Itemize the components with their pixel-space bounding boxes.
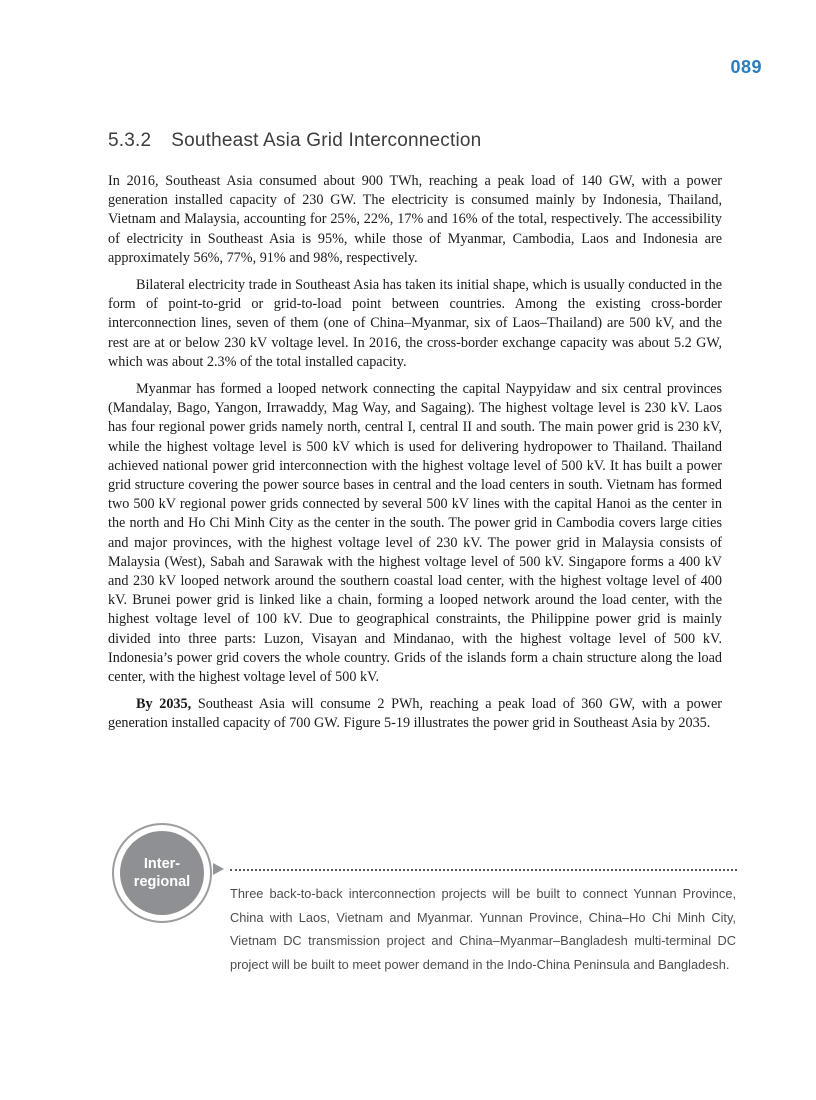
interregional-badge-circle: [120, 831, 204, 915]
paragraph-consumption-2016: In 2016, Southeast Asia consumed about 900 TWh, reaching a peak load of 140 GW, with a power generation installed capacity of 230 GW. The electricity is consumed mainly by Indonesia, Thailand, Vietnam and Malaysia, accounting for 25%, 22%, 17% and 16% of the total, respectively. The accessibility of electricity in Southeast Asia is 95%, while those of Myanmar, Cambodia, Laos and Indonesia are approximately 56%, 77%, 91% and 98%, respectively.: [108, 173, 722, 266]
arrow-right-icon: [213, 863, 224, 875]
paragraph-by-2035-rest: Southeast Asia will consume 2 PWh, reaching a peak load of 360 GW, with a power generation installed capacity of 700 GW. Figure 5-19 illustrates the power grid in Southeast Asia by 2035.: [108, 696, 722, 732]
callout-text: Three back-to-back interconnection projects will be built to connect Yunnan Province, China with Laos, Vietnam and Myanmar. Yunnan Province, China–Ho Chi Minh City, Vietnam DC transmission project and China–Myanmar–Bangladesh multi-terminal DC project will be built to meet power demand in the Indo-China Peninsula and Bangladesh.: [230, 886, 736, 972]
section-number: 5.3.2: [108, 130, 152, 151]
body-content: [108, 172, 722, 742]
dotted-line: [230, 869, 737, 871]
paragraph-bilateral-trade: Bilateral electricity trade in Southeast Asia has taken its initial shape, which is usually conducted in the form of point-to-grid or grid-to-load point between countries. Among the existing cross-border interconnection lines, seven of them (one of China–Myanmar, six of Laos–Thailand) are 500 kV, and the rest are at or below 230 kV voltage level. In 2016, the cross-border exchange capacity was about 5.2 GW, which was about 2.3% of the total installed capacity.: [108, 277, 722, 370]
page-number: 089: [730, 57, 762, 77]
paragraph-country-grids: Myanmar has formed a looped network connecting the capital Naypyidaw and six central provinces (Mandalay, Bago, Yangon, Irrawaddy, Mag Way, and Sagaing). The highest voltage level is 230 kV. Laos has four regional power grids namely north, central I, central II and south. The main power grid is 230 kV, while the highest voltage level is 500 kV which is used for delivering hydropower to Thailand. Thailand achieved national power grid interconnection with the highest voltage level of 500 kV. It has built a power grid structure covering the power source bases in central and the load centers in south. Vietnam has formed two 500 kV regional power grids connected by several 500 kV lines with the capital Hanoi as the center in the north and Ho Chi Minh City as the center in the south. The power grid in Cambodia covers large cities and major provinces, with the highest voltage level of 230 kV. The power grid in Malaysia consists of Malaysia (West), Sabah and Sarawak with the highest voltage level of 500 kV. Singapore forms a 400 kV and 230 kV looped network around the southern coastal load center, with the highest voltage level of 400 kV. Brunei power grid is linked like a chain, forming a looped network around the load center, with the highest voltage level of 100 kV. Due to geographical constraints, the Philippine power grid is mainly divided into three parts: Luzon, Visayan and Mindanao, with the highest voltage level of 500 kV. Indonesia’s power grid covers the whole country. Grids of the islands form a chain structure along the load center, with the highest voltage level of 500 kV.: [108, 381, 722, 686]
paragraph-by-2035: [108, 695, 722, 733]
paragraph-by-2035-lead: By 2035,: [136, 696, 192, 713]
callout-leader: [213, 861, 737, 877]
badge-label-line2: regional: [133, 874, 191, 890]
section-title: Southeast Asia Grid Interconnection: [171, 130, 482, 151]
interregional-badge-label: [134, 855, 190, 891]
section-heading: [108, 130, 481, 152]
interregional-badge: [112, 823, 212, 923]
badge-label-line1: Inter-: [143, 856, 181, 872]
interregional-callout: [0, 820, 816, 990]
